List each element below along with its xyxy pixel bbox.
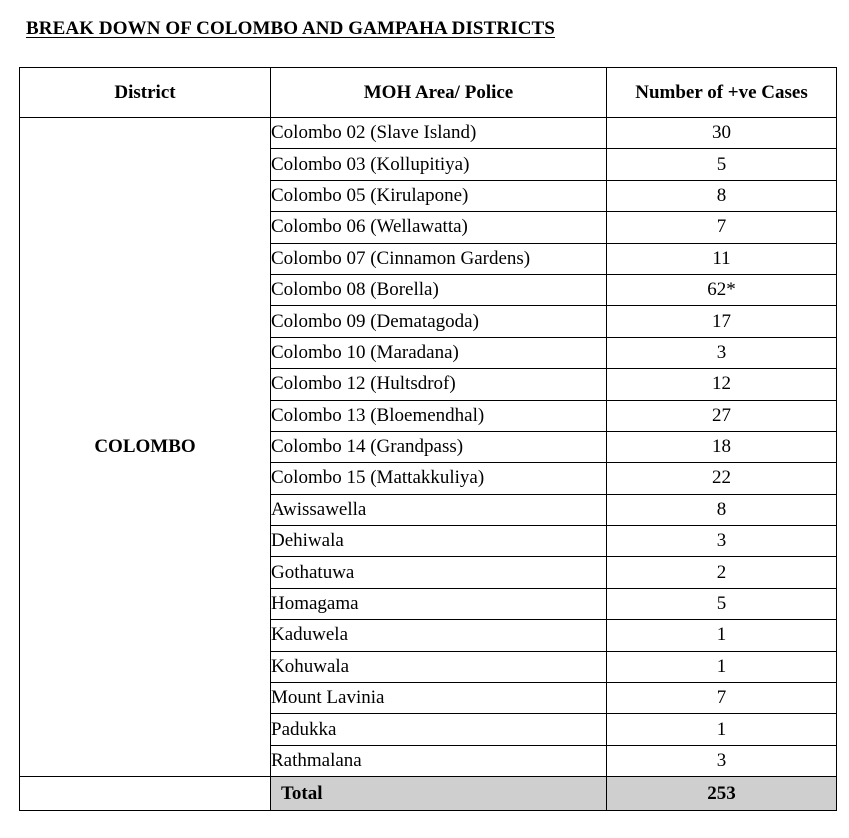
total-blank-cell <box>20 777 271 811</box>
cases-cell: 3 <box>607 337 837 368</box>
cases-cell: 62* <box>607 274 837 305</box>
cases-cell: 1 <box>607 651 837 682</box>
moh-area-cell: Colombo 12 (Hultsdrof) <box>271 369 607 400</box>
moh-area-cell: Colombo 02 (Slave Island) <box>271 118 607 149</box>
document-title: BREAK DOWN OF COLOMBO AND GAMPAHA DISTRICTS <box>26 18 555 39</box>
table-header-row <box>20 68 837 118</box>
total-label: Total <box>271 777 607 811</box>
table-body <box>20 118 837 811</box>
moh-area-cell: Colombo 07 (Cinnamon Gardens) <box>271 243 607 274</box>
cases-cell: 7 <box>607 212 837 243</box>
moh-area-cell: Padukka <box>271 714 607 745</box>
moh-area-cell: Gothatuwa <box>271 557 607 588</box>
cases-cell: 17 <box>607 306 837 337</box>
moh-area-cell: Colombo 14 (Grandpass) <box>271 431 607 462</box>
moh-area-cell: Colombo 05 (Kirulapone) <box>271 180 607 211</box>
header-cases: Number of +ve Cases <box>607 68 837 118</box>
cases-table <box>19 67 837 811</box>
moh-area-cell: Mount Lavinia <box>271 683 607 714</box>
moh-area-cell: Awissawella <box>271 494 607 525</box>
moh-area-cell: Kohuwala <box>271 651 607 682</box>
cases-cell: 2 <box>607 557 837 588</box>
cases-cell: 12 <box>607 369 837 400</box>
moh-area-cell: Colombo 09 (Dematagoda) <box>271 306 607 337</box>
moh-area-cell: Kaduwela <box>271 620 607 651</box>
cases-cell: 1 <box>607 620 837 651</box>
header-district: District <box>20 68 271 118</box>
cases-cell: 27 <box>607 400 837 431</box>
total-row <box>20 777 837 811</box>
cases-cell: 5 <box>607 588 837 619</box>
cases-cell: 3 <box>607 526 837 557</box>
moh-area-cell: Homagama <box>271 588 607 619</box>
cases-cell: 30 <box>607 118 837 149</box>
total-cases: 253 <box>607 777 837 811</box>
moh-area-cell: Colombo 15 (Mattakkuliya) <box>271 463 607 494</box>
moh-area-cell: Colombo 13 (Bloemendhal) <box>271 400 607 431</box>
moh-area-cell: Rathmalana <box>271 745 607 776</box>
header-moh-area: MOH Area/ Police <box>271 68 607 118</box>
cases-cell: 18 <box>607 431 837 462</box>
cases-cell: 1 <box>607 714 837 745</box>
cases-cell: 8 <box>607 494 837 525</box>
moh-area-cell: Colombo 10 (Maradana) <box>271 337 607 368</box>
district-cell: COLOMBO <box>20 118 271 777</box>
table-row <box>20 118 837 149</box>
moh-area-cell: Colombo 03 (Kollupitiya) <box>271 149 607 180</box>
moh-area-cell: Dehiwala <box>271 526 607 557</box>
cases-cell: 3 <box>607 745 837 776</box>
moh-area-cell: Colombo 08 (Borella) <box>271 274 607 305</box>
cases-cell: 8 <box>607 180 837 211</box>
cases-cell: 7 <box>607 683 837 714</box>
moh-area-cell: Colombo 06 (Wellawatta) <box>271 212 607 243</box>
cases-cell: 5 <box>607 149 837 180</box>
cases-cell: 11 <box>607 243 837 274</box>
cases-cell: 22 <box>607 463 837 494</box>
